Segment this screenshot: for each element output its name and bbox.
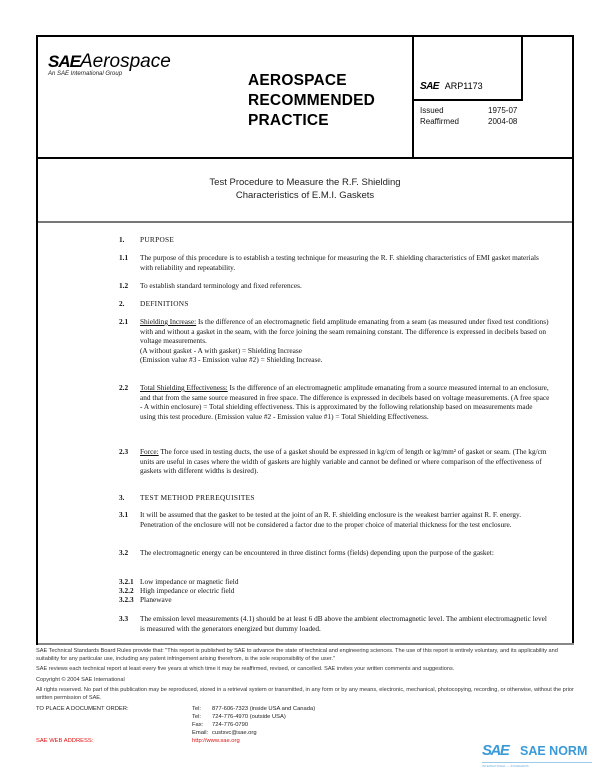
section-number: 1.1 [119,253,129,262]
sae-mini-logo: SAE [420,81,439,92]
watermark-logo-icon: SAE [482,742,509,759]
title-block [38,159,572,223]
document-header [38,37,572,159]
contact-label: Tel: [192,714,202,720]
section-text: Low impedance or magnetic field [140,577,239,586]
section-text: The electromagnetic energy can be encountered in three distinct forms (fields) depending upon the purpose of the gasket: [140,548,494,557]
contact-label: Tel: [192,706,202,712]
section-number: 3.1 [119,510,129,519]
header-right [412,37,574,157]
web-address-label: SAE WEB ADDRESS: [36,738,94,744]
section-text: To establish standard terminology and fixed references. [140,281,302,290]
doc-type-line-2: RECOMMENDED [248,92,376,109]
section-text: DEFINITIONS [140,299,189,308]
section-text: TEST METHOD PREREQUISITES [140,493,255,502]
watermark-text: SAE NORM [520,744,588,758]
contact-row [192,713,315,721]
title-line-1: Test Procedure to Measure the R.F. Shielding [209,177,401,188]
document-title [38,176,572,202]
section-text [140,447,550,476]
order-label: TO PLACE A DOCUMENT ORDER: [36,706,129,712]
logo-name: Aerospace [79,51,171,72]
document-type [248,71,375,131]
section-number: 1. [119,235,125,244]
doc-number-cell [414,37,523,101]
definition: Is the difference of an electromagnetic amplitude emanating from a source measured internal to an enclosure, and that from the same source measured in free space. The difference is expressed in decibels based on voltage measurements. (A free space - A within enclosure) = Total shielding effectiveness. This is approximated by the following relationship based on measurements made using this test procedure. (Emission value #2 - Emission value #1) = Total Shielding Effectiveness. [140,383,550,421]
frame-shadow [38,643,574,645]
sae-norm-watermark [480,742,595,770]
document-body [38,223,572,643]
section-number: 3. [119,493,125,502]
section-number: 2. [119,299,125,308]
contact-label: Fax: [192,722,204,728]
document-frame [36,35,574,645]
section-text: Planewave [140,595,172,604]
section-text: It will be assumed that the gasket to be tested at the joint of an R. F. shielding enclosure is the weakest barrier against R. F. energy. Penetration of the enclosure will not be considered a factor due to the proper choice of material thickness for the test enclosure. [140,510,522,529]
section-number: 1.2 [119,281,129,290]
section-text: The emission level measurements (4.1) should be at least 6 dB above the ambient electromagnetic level. The ambient electromagnetic level is measured with the generators energized but dummy loaded. [140,614,547,633]
formula-line: (A without gasket - A with gasket) = Shielding Increase [140,345,302,355]
footer-rights-text: All rights reserved. No part of this publication may be reproduced, stored in a retrieval system or transmitted, in any form or by any means, electronic, mechanical, photocopying, recording, or otherwise, without the prior written permission of SAE. [36,687,574,701]
watermark-subtext: INTERNATIONAL — STANDARDS [482,762,592,768]
date-label: Issued [420,106,444,115]
section-number: 3.2.2 [119,586,134,595]
section-number: 2.3 [119,447,129,456]
contact-value: 877-606-7323 (inside USA and Canada) [212,706,316,712]
definition: The force used in testing ducts, the use of a gasket should be expressed in kg/cm of length or kg/mm² of gasket or seam. (The kg/cm units are useful in cases where the width of gaskets are highly variable and cannot be defined or where comparison of the effectiveness of gaskets with different widths is desired). [140,447,547,475]
date-row-reaffirmed [420,116,517,127]
section-text: High impedance or electric field [140,586,235,595]
contact-label: Email: [192,730,209,736]
dates-cell [414,101,574,157]
doc-type-line-1: AEROSPACE [248,72,347,89]
legal-footer [36,648,576,706]
section-number: 2.2 [119,383,129,392]
header-left [38,37,412,157]
web-address-link[interactable]: http://www.sae.org [192,738,240,744]
section-number: 3.2.1 [119,577,134,586]
footer-rules-text: SAE Technical Standards Board Rules provide that: "This report is published by SAE to advance the state of technical and engineering sciences. The use of this report is entirely voluntary, and its applicability and suitability for any particular use, including any patent infringement arising therefrom, is the sole responsibility of the user." [36,648,558,662]
section-text [140,383,550,421]
date-value: 2004-08 [488,117,518,126]
contact-value: 724-776-0790 [212,722,249,728]
sae-aerospace-logo [48,51,171,77]
dates [420,105,517,127]
contact-row [192,705,315,713]
footer-review-text: SAE reviews each technical report at least every five years at which time it may be reaffirmed, revised, or cancelled. SAE invites your written comments and suggestions. [36,666,455,673]
date-row-issued [420,105,517,116]
contact-row [192,721,315,729]
doc-number-value: ARP1173 [444,81,483,91]
term: Total Shielding Effectiveness: [140,383,228,392]
logo-brand: SAE [48,52,80,71]
section-number: 3.2 [119,548,129,557]
term: Force: [140,447,159,456]
date-value: 1975-07 [488,106,518,115]
section-number: 2.1 [119,317,129,326]
title-line-2: Characteristics of E.M.I. Gaskets [235,190,375,201]
section-text: The purpose of this procedure is to establish a testing technique for measuring the R. F. shielding characteristics of EMI gasket materials with reliability and repeatability. [140,253,539,272]
footer-copyright: Copyright © 2004 SAE International [36,676,125,683]
web-row [192,737,315,745]
section-number: 3.3 [119,614,129,623]
date-label: Reaffirmed [420,117,459,126]
contact-row [192,729,315,737]
contact-value: 724-776-4970 (outside USA) [212,714,286,720]
logo-tagline: An SAE International Group [48,71,123,77]
section-number: 3.2.3 [119,595,134,604]
doc-type-line-3: PRACTICE [248,112,329,129]
section-text [140,317,550,365]
section-text: PURPOSE [140,235,175,244]
contact-list [192,705,315,745]
formula-line: (Emission value #3 - Emission value #2) = Shielding Increase. [140,355,323,364]
doc-number [420,81,483,92]
term: Shielding Increase: [140,317,197,326]
definition: Is the difference of an electromagnetic field amplitude emanating from a seam (as measured under fixed test conditions) with and without a gasket in the seam, with the force joining the seam remaining constant. The difference is expressed in decibels based on voltage measurements. [140,317,549,345]
email-link[interactable]: custsvc@sae.org [212,730,257,736]
